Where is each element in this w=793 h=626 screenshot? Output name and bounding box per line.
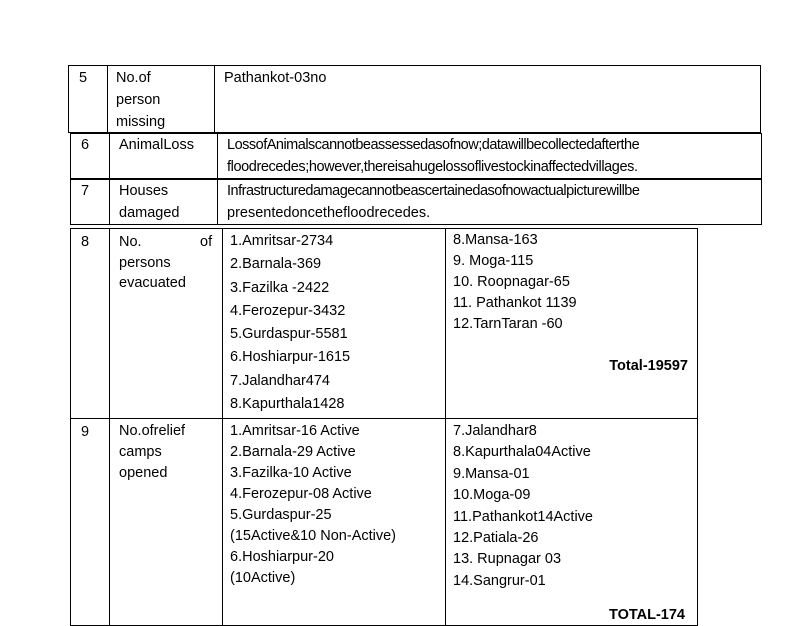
list-item: 7.Jalandhar8 bbox=[453, 423, 537, 439]
row-8-label-word: persons bbox=[119, 255, 171, 271]
row-6-label-line: AnimalLoss bbox=[119, 137, 194, 153]
row-8-district-list-2 bbox=[453, 230, 577, 335]
row-9-label-line: opened bbox=[119, 465, 168, 481]
row-7-number: 7 bbox=[81, 183, 90, 199]
list-item: 12.Patiala-26 bbox=[453, 530, 539, 547]
list-item: 6.Hoshiarpur-1615 bbox=[230, 349, 351, 366]
row-5-label-line: No.of bbox=[116, 70, 151, 86]
list-item: 2.Barnala-29 Active bbox=[230, 444, 356, 460]
row-8-district-list-1 bbox=[230, 230, 350, 416]
row-5-value bbox=[224, 67, 326, 89]
list-item: 5.Gurdaspur-5581 bbox=[230, 326, 348, 343]
row-6-label bbox=[119, 134, 194, 156]
list-item: 10. Roopnagar-65 bbox=[453, 274, 570, 290]
list-item: 3.Fazilka-10 Active bbox=[230, 465, 352, 481]
row-6-value-line: LossofAnimalscannotbeassessedasofnow;datawillbecollectedafterthe bbox=[227, 137, 640, 153]
list-item: 8.Kapurthala04Active bbox=[453, 444, 591, 461]
row-9-total: TOTAL-174 bbox=[608, 607, 685, 623]
row-7 bbox=[70, 179, 762, 225]
row-9-camp-list-1 bbox=[230, 421, 396, 589]
rows-8-9-table bbox=[70, 228, 698, 626]
row-9-number: 9 bbox=[81, 424, 90, 440]
row-5 bbox=[68, 65, 761, 133]
row-7-label-line: damaged bbox=[119, 205, 180, 221]
row-8-label-word: of bbox=[200, 234, 213, 250]
row-5-label-line: missing bbox=[116, 114, 166, 130]
row-9-label-line: No.ofrelief bbox=[119, 423, 186, 439]
list-item: 9. Moga-115 bbox=[453, 253, 534, 269]
row-6-number: 6 bbox=[81, 137, 90, 153]
list-item: (10Active) bbox=[230, 570, 296, 586]
list-item: 2.Barnala-369 bbox=[230, 256, 322, 273]
list-item: 5.Gurdaspur-25 bbox=[230, 507, 332, 523]
row-5-value-line: Pathankot-03no bbox=[224, 70, 327, 86]
row-6-value-line: floodrecedes;however,thereisahugelossoflivestockinaffectedvillages. bbox=[227, 159, 638, 175]
list-item: 6.Hoshiarpur-20 bbox=[230, 549, 334, 565]
list-item: 9.Mansa-01 bbox=[453, 465, 530, 482]
row-8-number: 8 bbox=[81, 234, 90, 250]
row-5-number: 5 bbox=[79, 70, 88, 86]
list-item: 12.TarnTaran -60 bbox=[453, 316, 563, 332]
row-6-value bbox=[227, 134, 639, 178]
list-item: (15Active&10 Non-Active) bbox=[230, 528, 397, 544]
list-item: 1.Amritsar-2734 bbox=[230, 233, 334, 249]
list-item: 7.Jalandhar474 bbox=[230, 372, 330, 389]
list-item: 13. Rupnagar 03 bbox=[453, 551, 562, 568]
row-7-value bbox=[227, 180, 639, 224]
row-6 bbox=[70, 133, 762, 179]
list-item: 1.Amritsar-16 Active bbox=[230, 423, 360, 439]
row-8-label-word: evacuated bbox=[119, 275, 186, 291]
list-item: 11. Pathankot 1139 bbox=[453, 295, 577, 311]
list-item: 8.Mansa-163 bbox=[453, 232, 538, 248]
list-item: 3.Fazilka -2422 bbox=[230, 279, 330, 296]
list-item: 4.Ferozepur-08 Active bbox=[230, 486, 372, 502]
row-5-label bbox=[116, 67, 165, 133]
list-item: 14.Sangrur-01 bbox=[453, 572, 546, 589]
list-item: 11.Pathankot14Active bbox=[453, 508, 593, 525]
list-item: 10.Moga-09 bbox=[453, 487, 531, 504]
row-8-total: Total-19597 bbox=[609, 358, 688, 374]
row-5-label-line: person bbox=[116, 92, 161, 108]
list-item: 4.Ferozepur-3432 bbox=[230, 302, 346, 319]
row-9-label-line: camps bbox=[119, 444, 162, 460]
row-7-label bbox=[119, 180, 179, 224]
row-7-value-line: Infrastructuredamagecannotbeascertainedasofnowactualpicturewillbe bbox=[227, 183, 640, 199]
row-8-label-word: No. bbox=[119, 234, 142, 250]
row-7-label-line: Houses bbox=[119, 183, 169, 199]
list-item: 8.Kapurthala1428 bbox=[230, 396, 345, 413]
row-9-label bbox=[119, 421, 185, 484]
row-7-value-line: presentedoncethefloodrecedes. bbox=[227, 205, 431, 221]
row-9-camp-list-2 bbox=[453, 421, 593, 592]
